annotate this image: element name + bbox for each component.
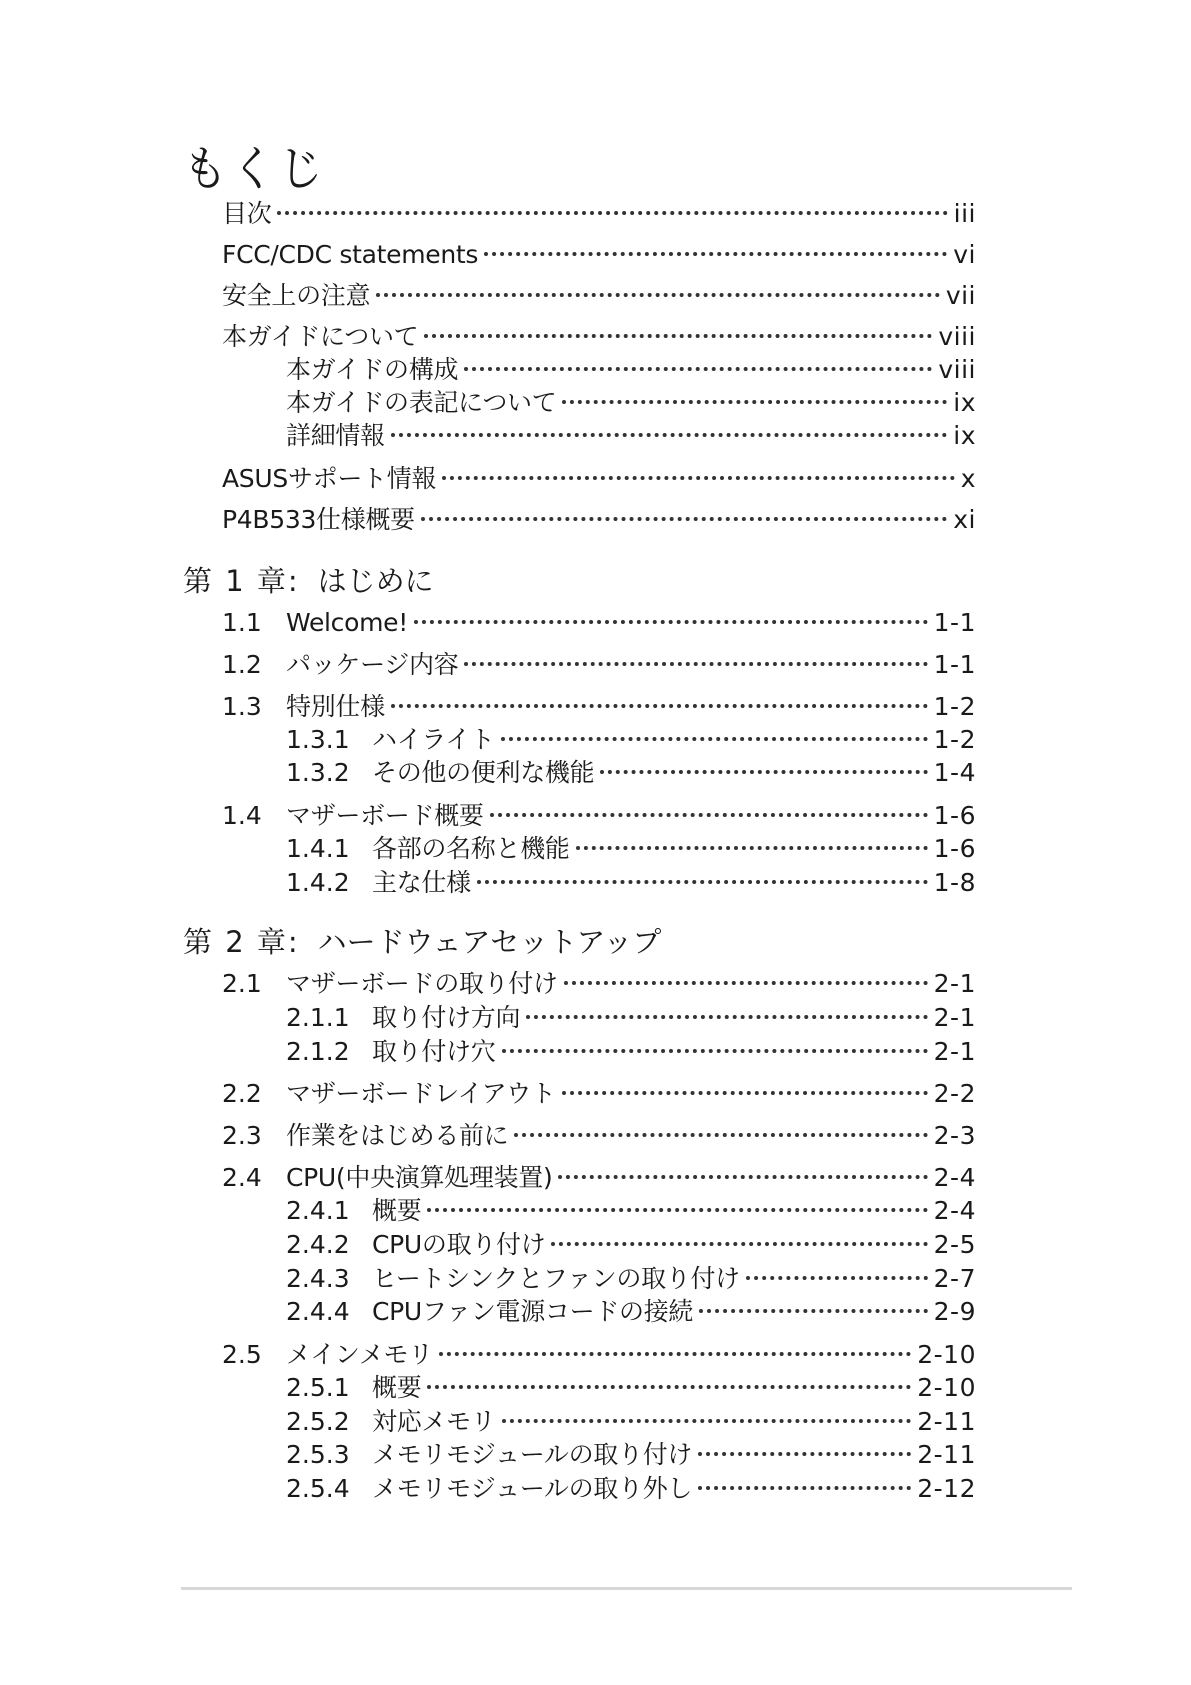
toc-entry-page: 2-5 [933, 1230, 976, 1259]
toc-subentry[interactable] [286, 723, 976, 757]
toc-subentry[interactable] [286, 832, 976, 866]
leader-dots [558, 1175, 927, 1179]
toc-subentry[interactable] [286, 1194, 976, 1228]
chapter-number: 第 2 章: [183, 925, 300, 959]
toc-subentry[interactable] [286, 1371, 976, 1405]
toc-entry-page: x [960, 464, 976, 493]
leader-dots [502, 1049, 928, 1053]
section-number: 1.3 [222, 692, 262, 721]
toc-entry[interactable] [222, 1119, 976, 1153]
toc-entry-label: CPUの取り付け [372, 1230, 546, 1259]
section-number: 2.5.3 [286, 1440, 350, 1469]
toc-entry[interactable] [222, 320, 976, 354]
section-number: 2.1.2 [286, 1037, 350, 1066]
toc-entry-label: メインメモリ [286, 1340, 433, 1369]
toc-entry[interactable] [222, 1077, 976, 1111]
section-number: 2.4.4 [286, 1297, 350, 1326]
section-number: 2.5.2 [286, 1407, 350, 1436]
toc-subentry[interactable] [286, 1472, 976, 1506]
leader-dots [562, 1091, 928, 1095]
section-number: 2.1 [222, 969, 262, 998]
section-number: 2.4.2 [286, 1230, 350, 1259]
toc-entry-page: 2-7 [933, 1264, 976, 1293]
leader-dots [600, 770, 927, 774]
toc-entry-page: viii [938, 322, 976, 351]
toc-subentry[interactable] [286, 353, 976, 387]
toc-entry-page: 1-4 [933, 758, 976, 787]
toc-entry-page: ix [953, 421, 976, 450]
section-number: 1.4.1 [286, 834, 350, 863]
toc-entry-label: メモリモジュールの取り付け [372, 1440, 693, 1469]
toc-entry-label: 作業をはじめる前に [286, 1121, 509, 1150]
toc-entry-page: vi [953, 240, 976, 269]
toc-entry-label: メモリモジュールの取り外し [372, 1474, 693, 1503]
toc-entry-label: パッケージ内容 [286, 650, 459, 679]
chapter-title: ハードウェアセットアップ [317, 925, 662, 959]
toc-entry-page: 2-12 [917, 1474, 976, 1503]
toc-entry-page: iii [953, 199, 976, 228]
toc-entry-page: 2-3 [933, 1121, 976, 1150]
toc-entry[interactable] [222, 606, 976, 640]
section-number: 1.3.2 [286, 758, 350, 787]
leader-dots [551, 1242, 927, 1246]
toc-entry-page: 2-10 [917, 1340, 976, 1369]
toc-entry-page: 1-2 [933, 725, 976, 754]
section-number: 1.4.2 [286, 868, 350, 897]
section-number: 2.5.4 [286, 1474, 350, 1503]
toc-entry[interactable] [222, 238, 976, 272]
leader-dots [490, 813, 928, 817]
toc-entry-page: 2-1 [933, 969, 976, 998]
section-number: 1.3.1 [286, 725, 350, 754]
leader-dots [414, 620, 928, 624]
toc-entry-label: P4B533仕様概要 [222, 505, 415, 534]
section-number: 2.5.1 [286, 1373, 350, 1402]
toc-entry[interactable] [222, 462, 976, 496]
toc-subentry[interactable] [286, 1035, 976, 1069]
toc-entry[interactable] [222, 197, 976, 231]
toc-entry-page: 2-4 [933, 1163, 976, 1192]
toc-entry-label: 対応メモリ [372, 1407, 496, 1436]
leader-dots [464, 367, 932, 371]
toc-entry-label: ヒートシンクとファンの取り付け [372, 1264, 740, 1293]
section-number: 1.2 [222, 650, 262, 679]
toc-entry-label: マザーボードレイアウト [286, 1079, 556, 1108]
toc-subentry[interactable] [286, 866, 976, 900]
toc-subentry[interactable] [286, 1295, 976, 1329]
toc-entry[interactable] [222, 1338, 976, 1372]
toc-entry-page: 1-2 [933, 692, 976, 721]
toc-entry-label: 本ガイドの表記について [286, 388, 557, 417]
section-number: 2.2 [222, 1079, 262, 1108]
leader-dots [277, 211, 947, 215]
leader-dots [391, 433, 947, 437]
toc-entry-page: 2-9 [933, 1297, 976, 1326]
toc-subentry[interactable] [286, 386, 976, 420]
toc-entry-page: 1-1 [933, 608, 976, 637]
section-number: 2.5 [222, 1340, 262, 1369]
toc-entry-label: 概要 [372, 1196, 422, 1225]
toc-entry-page: 2-10 [917, 1373, 976, 1402]
toc-entry[interactable] [222, 967, 976, 1001]
toc-entry-label: ハイライト [372, 725, 495, 754]
toc-entry-label: 特別仕様 [286, 692, 385, 721]
toc-entry-page: 1-8 [933, 868, 976, 897]
toc-entry-page: xi [953, 505, 976, 534]
toc-entry[interactable] [222, 690, 976, 724]
toc-entry-page: vii [945, 281, 976, 310]
section-number: 2.3 [222, 1121, 262, 1150]
section-number: 1.4 [222, 801, 262, 830]
toc-entry-label: 本ガイドの構成 [286, 355, 459, 384]
toc-entry-label: 取り付け方向 [372, 1003, 521, 1032]
footer-divider [181, 1587, 1072, 1590]
toc-entry-label: 安全上の注意 [222, 281, 371, 310]
toc-entry[interactable] [222, 279, 976, 313]
chapter-heading-1 [183, 561, 434, 601]
toc-entry-label: 概要 [372, 1373, 422, 1402]
toc-entry-label: 詳細情報 [286, 421, 385, 450]
toc-entry-label: マザーボードの取り付け [286, 969, 558, 998]
toc-entry-page: viii [938, 355, 976, 384]
toc-subentry[interactable] [286, 1405, 976, 1439]
toc-entry-label: FCC/CDC statements [222, 240, 479, 269]
section-number: 2.4 [222, 1163, 262, 1192]
toc-entry-label: ASUSサポート情報 [222, 464, 437, 493]
toc-entry-label: その他の便利な機能 [372, 758, 595, 787]
leader-dots [746, 1276, 928, 1280]
toc-entry-page: 1-6 [933, 834, 976, 863]
toc-subentry[interactable] [286, 1228, 976, 1262]
toc-entry-label: Welcome! [286, 608, 408, 637]
toc-subentry[interactable] [286, 1438, 976, 1472]
leader-dots [391, 704, 928, 708]
toc-entry-label: 主な仕様 [372, 868, 471, 897]
leader-dots [424, 334, 932, 338]
toc-entry-page: 2-11 [917, 1440, 976, 1469]
leader-dots [564, 981, 928, 985]
toc-entry-label: CPUファン電源コードの接続 [372, 1297, 694, 1326]
leader-dots [427, 1385, 911, 1389]
toc-subentry[interactable] [286, 756, 976, 790]
toc-entry-label: マザーボード概要 [286, 801, 484, 830]
leader-dots [699, 1309, 928, 1313]
leader-dots [501, 737, 928, 741]
leader-dots [576, 846, 928, 850]
toc-entry-label: CPU(中央演算処理装置) [286, 1163, 553, 1192]
leader-dots [698, 1486, 911, 1490]
section-number: 2.4.3 [286, 1264, 350, 1293]
toc-entry-label: 各部の名称と機能 [372, 834, 570, 863]
page-title: もくじ [183, 141, 327, 198]
toc-entry-label: 目次 [222, 199, 272, 228]
leader-dots [442, 476, 955, 480]
leader-dots [502, 1419, 912, 1423]
chapter-heading-2 [183, 922, 661, 962]
chapter-number: 第 1 章: [183, 564, 300, 598]
toc-entry[interactable] [222, 503, 976, 537]
leader-dots [698, 1452, 911, 1456]
toc-entry[interactable] [222, 1161, 976, 1195]
toc-subentry[interactable] [286, 419, 976, 453]
toc-entry-page: 2-1 [933, 1037, 976, 1066]
leader-dots [514, 1133, 927, 1137]
toc-entry-page: ix [953, 388, 976, 417]
toc-entry[interactable] [222, 799, 976, 833]
leader-dots [464, 662, 927, 666]
toc-entry-page: 2-11 [917, 1407, 976, 1436]
leader-dots [477, 880, 928, 884]
toc-entry-page: 2-2 [933, 1079, 976, 1108]
leader-dots [427, 1208, 927, 1212]
section-number: 1.1 [222, 608, 262, 637]
toc-entry-label: 本ガイドについて [222, 322, 419, 351]
section-number: 2.1.1 [286, 1003, 350, 1032]
toc-entry-page: 2-4 [933, 1196, 976, 1225]
leader-dots [562, 400, 947, 404]
leader-dots [439, 1352, 911, 1356]
leader-dots [484, 252, 947, 256]
toc-subentry[interactable] [286, 1262, 976, 1296]
leader-dots [526, 1015, 927, 1019]
section-number: 2.4.1 [286, 1196, 350, 1225]
toc-entry-label: 取り付け穴 [372, 1037, 496, 1066]
toc-entry-page: 1-1 [933, 650, 976, 679]
toc-entry[interactable] [222, 648, 976, 682]
toc-entry-page: 2-1 [933, 1003, 976, 1032]
toc-subentry[interactable] [286, 1001, 976, 1035]
toc-entry-page: 1-6 [933, 801, 976, 830]
leader-dots [376, 293, 940, 297]
leader-dots [421, 517, 947, 521]
chapter-title: はじめに [317, 564, 434, 598]
